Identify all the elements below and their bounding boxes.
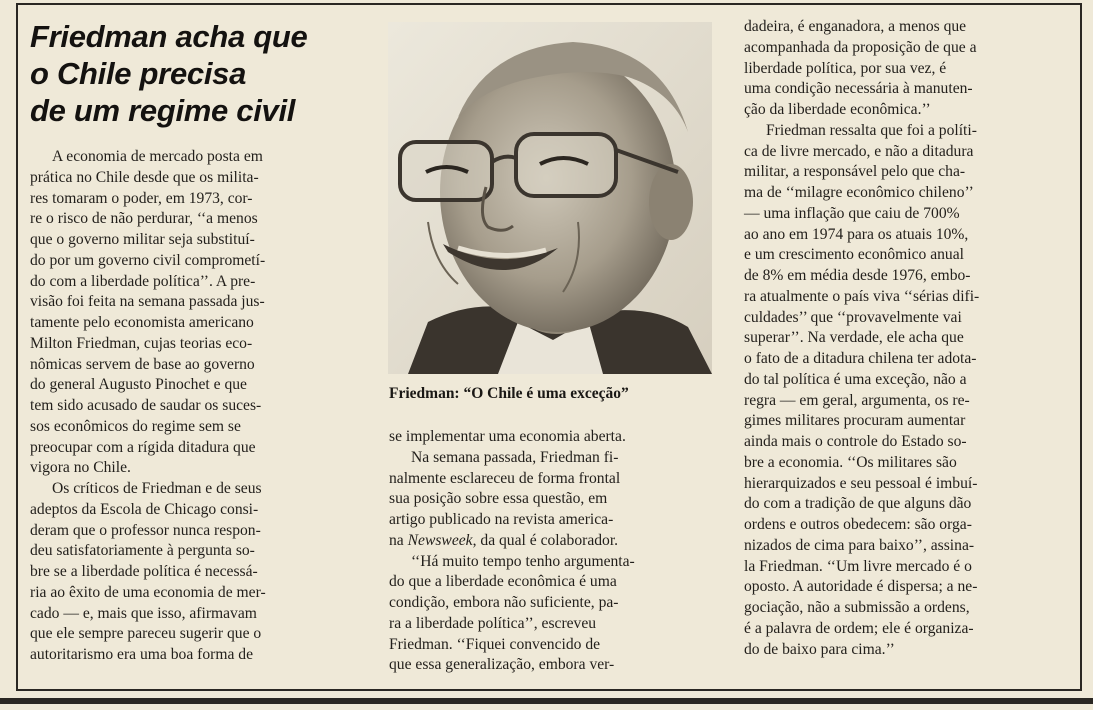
text-line: sua posição sobre essa questão, em	[389, 490, 608, 508]
text-line: nômicas servem de base ao governo	[30, 355, 255, 373]
text-line: ainda mais o controle do Estado so-	[744, 433, 967, 450]
text-line: Os críticos de Friedman e de seus	[52, 480, 262, 497]
text-line: ra a liberdade política’’, escreveu	[389, 614, 597, 632]
text-line: bre se a liberdade política é necessá-	[30, 563, 258, 580]
text-fragment: na	[389, 531, 404, 549]
text-line: deram que o professor nunca respon-	[30, 521, 261, 539]
text-line: ‘‘Há muito tempo tenho argumenta-	[411, 552, 635, 570]
text-line: ria ao êxito de uma economia de mer-	[30, 583, 266, 601]
text-line: que o governo militar seja substituí-	[30, 231, 255, 248]
text-line: gociação, não a submissão a ordens,	[744, 599, 970, 616]
text-line: ma de ‘‘milagre econômico chileno’’	[744, 184, 974, 201]
text-line: artigo publicado na revista america-	[389, 511, 614, 528]
photo-caption: Friedman: “O Chile é uma exceção”	[389, 385, 629, 402]
text-line: do com a liberdade política’’. A pre-	[30, 272, 256, 290]
text-line: condição, embora não suficiente, pa-	[389, 594, 619, 611]
text-line: vigora no Chile.	[30, 459, 131, 477]
headline	[30, 18, 370, 129]
text-line: tamente pelo economista americano	[30, 314, 254, 331]
text-line: — uma inflação que caiu de 700%	[744, 204, 960, 222]
text-line: hierarquizados e seu pessoal é imbuí-	[744, 474, 978, 492]
text-line: cado — e, mais que isso, afirmavam	[30, 604, 257, 622]
text-line: ordens e outros obedecem: são orga-	[744, 516, 972, 533]
text-line: re o risco de não perdurar, ‘‘a menos	[30, 210, 258, 228]
text-line: preocupar com a rígida ditadura que	[30, 438, 256, 456]
right-column	[744, 17, 1062, 660]
text-line: visão foi feita na semana passada jus-	[30, 293, 265, 311]
text-line: militar, a responsável pelo que cha-	[744, 163, 966, 181]
text-line: sos econômicos do regime sem se	[30, 417, 241, 435]
text-line: liberdade política, por sua vez, é	[744, 59, 947, 77]
text-line: bre a economia. ‘‘Os militares são	[744, 453, 957, 471]
text-line: tem sido acusado de saudar os suces-	[30, 397, 262, 414]
text-line: res tomaram o poder, em 1973, cor-	[30, 189, 253, 207]
text-line: regra — em geral, argumenta, os re-	[744, 391, 970, 409]
headline-line: o Chile precisa	[30, 56, 247, 91]
text-line: Friedman ressalta que foi a políti-	[766, 121, 977, 139]
text-line: ca de livre mercado, e não a ditadura	[744, 142, 974, 160]
text-line: gimes militares procuram aumentar	[744, 412, 966, 430]
text-line: Na semana passada, Friedman fi-	[411, 448, 619, 466]
text-line: acompanhada da proposição de que a	[744, 38, 977, 56]
left-column	[30, 147, 355, 666]
text-line: la Friedman. ‘‘Um livre mercado é o	[744, 557, 972, 575]
text-line: do com a tradição de que alguns dão	[744, 495, 972, 513]
headline-line: de um regime civil	[30, 93, 296, 128]
text-line: culdades’’ que ‘‘provavelmente vai	[744, 308, 962, 326]
portrait-illustration	[388, 22, 712, 374]
text-line: que ele sempre pareceu sugerir que o	[30, 625, 262, 643]
text-line: uma condição necessária à manuten-	[744, 80, 973, 98]
text-line: oposto. A autoridade é dispersa; a ne-	[744, 578, 978, 596]
text-line: do que a liberdade econômica é uma	[389, 573, 617, 591]
text-line: é a palavra de ordem; ele é organiza-	[744, 619, 974, 637]
magazine-name: Newsweek	[407, 531, 473, 549]
text-line: Milton Friedman, cujas teorias eco-	[30, 334, 253, 352]
text-line: deu satisfatoriamente à pergunta so-	[30, 542, 255, 560]
bottom-rule	[0, 698, 1093, 704]
text-line: o fato de a ditadura chilena ter adota-	[744, 350, 977, 367]
text-line: A economia de mercado posta em	[52, 148, 263, 165]
text-line: do de baixo para cima.’’	[744, 640, 895, 658]
middle-column	[389, 427, 709, 676]
text-line: e um crescimento econômico anual	[744, 246, 964, 264]
text-line: nizados de cima para baixo’’, assina-	[744, 536, 975, 554]
text-line: adeptos da Escola de Chicago consi-	[30, 500, 259, 518]
friedman-photo	[388, 22, 712, 374]
text-line: superar’’. Na verdade, ele acha que	[744, 329, 964, 347]
text-line: ra atualmente o país viva ‘‘sérias difi-	[744, 287, 980, 305]
text-line: ao ano em 1974 para os atuais 10%,	[744, 225, 969, 243]
text-line: Friedman. ‘‘Fiquei convencido de	[389, 635, 601, 653]
text-line: que essa generalização, embora ver-	[389, 656, 615, 674]
text-line	[389, 531, 709, 552]
text-line: ção da liberdade econômica.’’	[744, 101, 931, 118]
text-line: do por um governo civil comprometí-	[30, 251, 266, 269]
text-line: prática no Chile desde que os milita-	[30, 168, 259, 186]
headline-line: Friedman acha que	[30, 19, 308, 54]
text-line: do general Augusto Pinochet e que	[30, 376, 247, 394]
text-line: do tal política é uma exceção, não a	[744, 370, 967, 388]
text-line: autoritarismo era uma boa forma de	[30, 646, 253, 663]
text-line: se implementar uma economia aberta.	[389, 428, 626, 445]
text-line: nalmente esclareceu de forma frontal	[389, 469, 621, 487]
text-line: de 8% em média desde 1976, embo-	[744, 267, 971, 284]
text-fragment: , da qual é colaborador.	[472, 531, 619, 549]
text-line: dadeira, é enganadora, a menos que	[744, 18, 967, 35]
